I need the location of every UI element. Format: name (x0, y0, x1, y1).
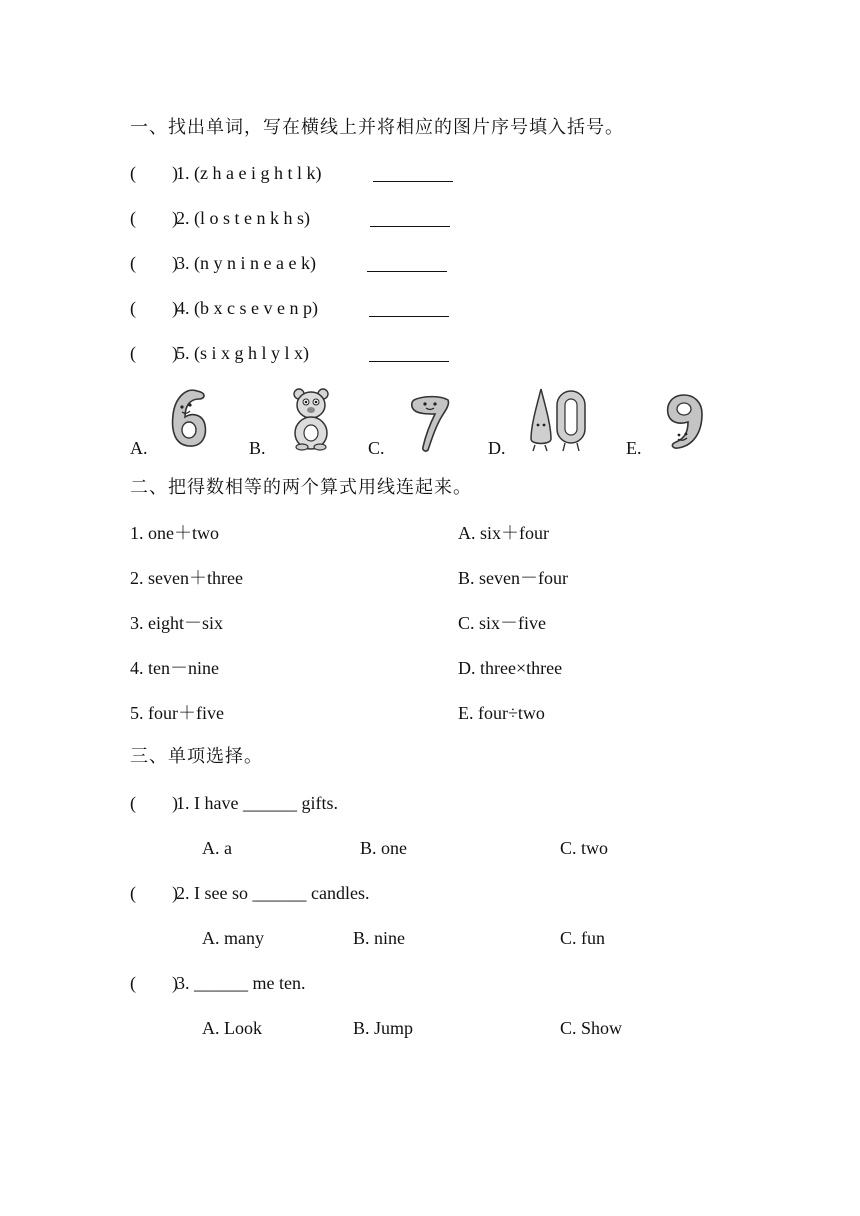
right-expression[interactable]: C. six－five (458, 613, 546, 633)
picture-label-b: B. (249, 438, 266, 458)
question-text: 1. I have ______ gifts. (176, 793, 338, 813)
left-expression[interactable]: 1. one＋two (130, 523, 219, 543)
scramble-item: 2. (l o s t e n k h s) (176, 208, 310, 228)
number-ten-icon (527, 385, 589, 453)
left-expression[interactable]: 3. eight－six (130, 613, 223, 633)
answer-blank[interactable] (369, 316, 449, 317)
left-expression[interactable]: 4. ten－nine (130, 658, 219, 678)
option-b[interactable]: B. Jump (353, 1018, 414, 1038)
question-text: 3. ______ me ten. (176, 973, 306, 993)
question-text: 2. I see so ______ candles. (176, 883, 370, 903)
option-b[interactable]: B. nine (353, 928, 405, 948)
option-c[interactable]: C. fun (560, 928, 605, 948)
scramble-item: 5. (s i x g h l y l x) (176, 343, 309, 363)
answer-paren[interactable]: ( ) (130, 973, 178, 993)
picture-label-c: C. (368, 438, 385, 458)
picture-label-a: A. (130, 438, 148, 458)
number-eight-bear-icon (290, 386, 332, 452)
right-expression[interactable]: D. three×three (458, 658, 563, 678)
number-six-icon (167, 385, 211, 451)
answer-blank[interactable] (370, 226, 450, 227)
right-expression[interactable]: B. seven－four (458, 568, 568, 588)
option-a[interactable]: A. many (202, 928, 264, 948)
scramble-item: 3. (n y n i n e a e k) (176, 253, 316, 273)
right-expression[interactable]: A. six＋four (458, 523, 549, 543)
section2-heading: 二、把得数相等的两个算式用线连起来。 (130, 477, 472, 498)
section1-heading: 一、找出单词，写在横线上并将相应的图片序号填入括号。 (130, 117, 624, 138)
option-b[interactable]: B. one (360, 838, 407, 858)
left-expression[interactable]: 2. seven＋three (130, 568, 243, 588)
number-seven-icon (408, 392, 452, 454)
option-a[interactable]: A. Look (202, 1018, 262, 1038)
answer-blank[interactable] (367, 271, 447, 272)
section3-heading: 三、单项选择。 (130, 746, 263, 767)
scramble-item: 1. (z h a e i g h t l k) (176, 163, 322, 183)
answer-paren[interactable]: ( ) (130, 343, 178, 363)
left-expression[interactable]: 5. four＋five (130, 703, 224, 723)
answer-paren[interactable]: ( ) (130, 253, 178, 273)
option-c[interactable]: C. two (560, 838, 609, 858)
option-c[interactable]: C. Show (560, 1018, 623, 1038)
answer-paren[interactable]: ( ) (130, 883, 178, 903)
picture-label-d: D. (488, 438, 506, 458)
answer-paren[interactable]: ( ) (130, 208, 178, 228)
number-nine-icon (664, 392, 704, 450)
option-a[interactable]: A. a (202, 838, 232, 858)
scramble-item: 4. (b x c s e v e n p) (176, 298, 318, 318)
right-expression[interactable]: E. four÷two (458, 703, 545, 723)
answer-paren[interactable]: ( ) (130, 298, 178, 318)
answer-paren[interactable]: ( ) (130, 163, 178, 183)
answer-paren[interactable]: ( ) (130, 793, 178, 813)
picture-label-e: E. (626, 438, 642, 458)
answer-blank[interactable] (373, 181, 453, 182)
answer-blank[interactable] (369, 361, 449, 362)
